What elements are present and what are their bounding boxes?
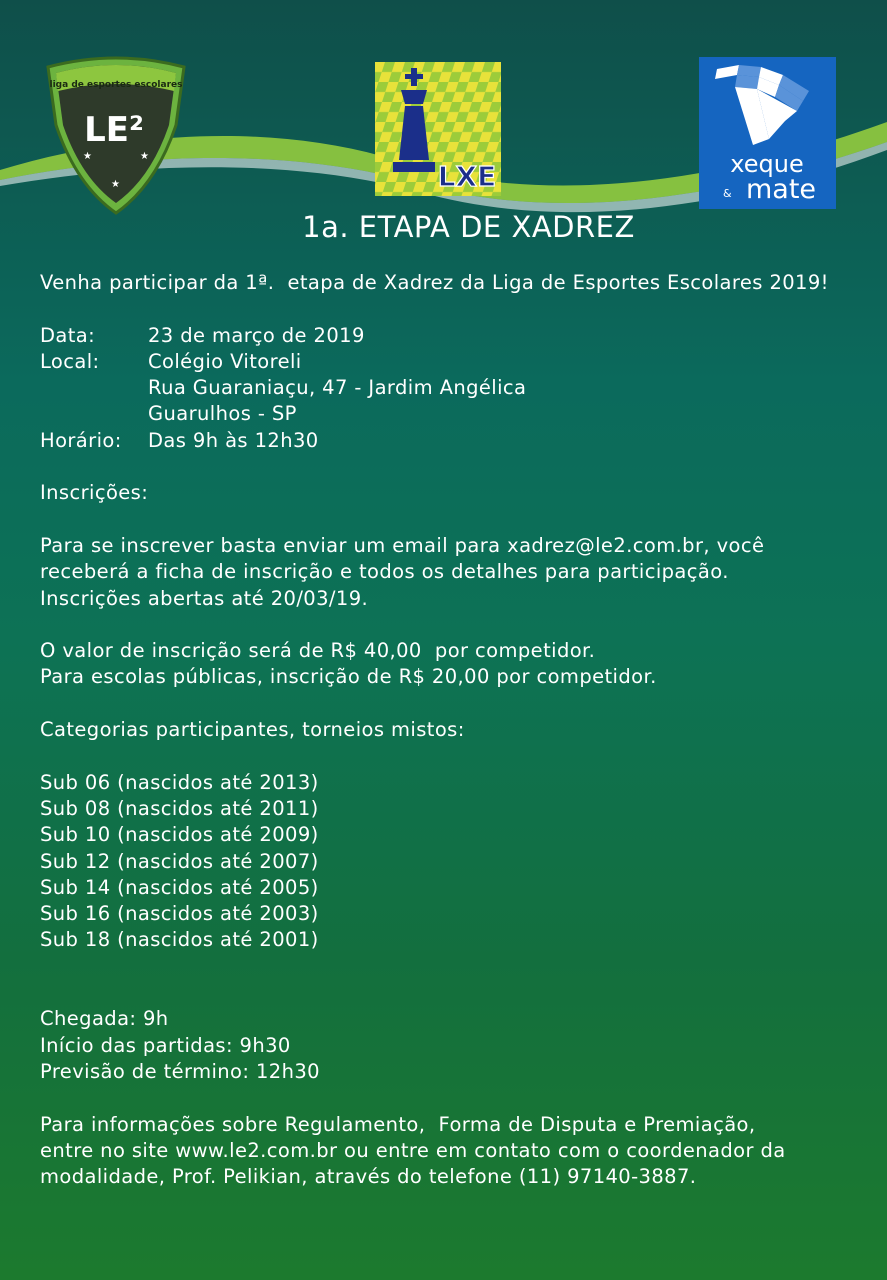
registration-line: receberá a ficha de inscrição e todos os detalhes para participação. <box>40 560 729 584</box>
svg-text:★: ★ <box>111 179 120 190</box>
info-line: entre no site www.le2.com.br ou entre em contato com o coordenador da <box>40 1138 786 1162</box>
schedule-line: Previsão de término: 12h30 <box>40 1059 320 1083</box>
fee-line: O valor de inscrição será de R$ 40,00 por competidor. <box>40 639 596 663</box>
xeque-mate-logo <box>699 57 836 209</box>
registration-line: Inscrições abertas até 20/03/19. <box>40 586 369 610</box>
time-label: Horário: <box>40 428 122 452</box>
category-item: Sub 12 (nascidos até 2007) <box>40 849 319 873</box>
xeque-mate-line2: mate <box>745 174 817 205</box>
svg-text:★: ★ <box>140 151 149 162</box>
le2-logo <box>38 55 194 215</box>
fee-line: Para escolas públicas, inscrição de R$ 20,00 por competidor. <box>40 665 657 689</box>
category-item: Sub 14 (nascidos até 2005) <box>40 875 319 899</box>
location-line: Rua Guaraniaçu, 47 - Jardim Angélica <box>148 376 527 400</box>
le2-logo-top-text: liga de esportes escolares <box>49 80 183 90</box>
info-line: Para informações sobre Regulamento, Forma de Disputa e Premiação, <box>40 1112 756 1136</box>
lxe-logo-text: LXE <box>437 160 497 193</box>
location-line: Guarulhos - SP <box>148 402 297 426</box>
location-line: Colégio Vitoreli <box>148 349 302 373</box>
info-line: modalidade, Prof. Pelikian, através do telefone (11) 97140-3887. <box>40 1165 697 1189</box>
category-item: Sub 18 (nascidos até 2001) <box>40 928 319 952</box>
date-label: Data: <box>40 323 96 347</box>
schedule-line: Chegada: 9h <box>40 1007 169 1031</box>
registration-line: Para se inscrever basta enviar um email para xadrez@le2.com.br, você <box>40 533 765 557</box>
categories-heading: Categorias participantes, torneios mistos: <box>40 718 465 742</box>
time-value: Das 9h às 12h30 <box>148 428 319 452</box>
lxe-logo <box>375 62 501 196</box>
le2-logo-mark: LE² <box>84 110 144 150</box>
date-row <box>40 323 880 349</box>
category-item: Sub 16 (nascidos até 2003) <box>40 902 319 926</box>
category-item: Sub 08 (nascidos até 2011) <box>40 796 319 820</box>
location-label: Local: <box>40 349 100 373</box>
registration-heading: Inscrições: <box>40 481 149 505</box>
time-row <box>40 428 880 454</box>
xeque-mate-line1: xeque <box>730 150 804 178</box>
schedule-line: Início das partidas: 9h30 <box>40 1033 291 1057</box>
location-row <box>40 349 880 375</box>
category-item: Sub 06 (nascidos até 2013) <box>40 770 319 794</box>
page-title: 1a. ETAPA DE XADREZ <box>302 210 635 244</box>
xeque-mate-amp: & <box>723 187 732 200</box>
svg-text:★: ★ <box>83 151 92 162</box>
date-value: 23 de março de 2019 <box>148 323 365 347</box>
category-item: Sub 10 (nascidos até 2009) <box>40 823 319 847</box>
intro-text: Venha participar da 1ª. etapa de Xadrez da Liga de Esportes Escolares 2019! <box>40 271 829 294</box>
flyer-body <box>40 270 880 1190</box>
